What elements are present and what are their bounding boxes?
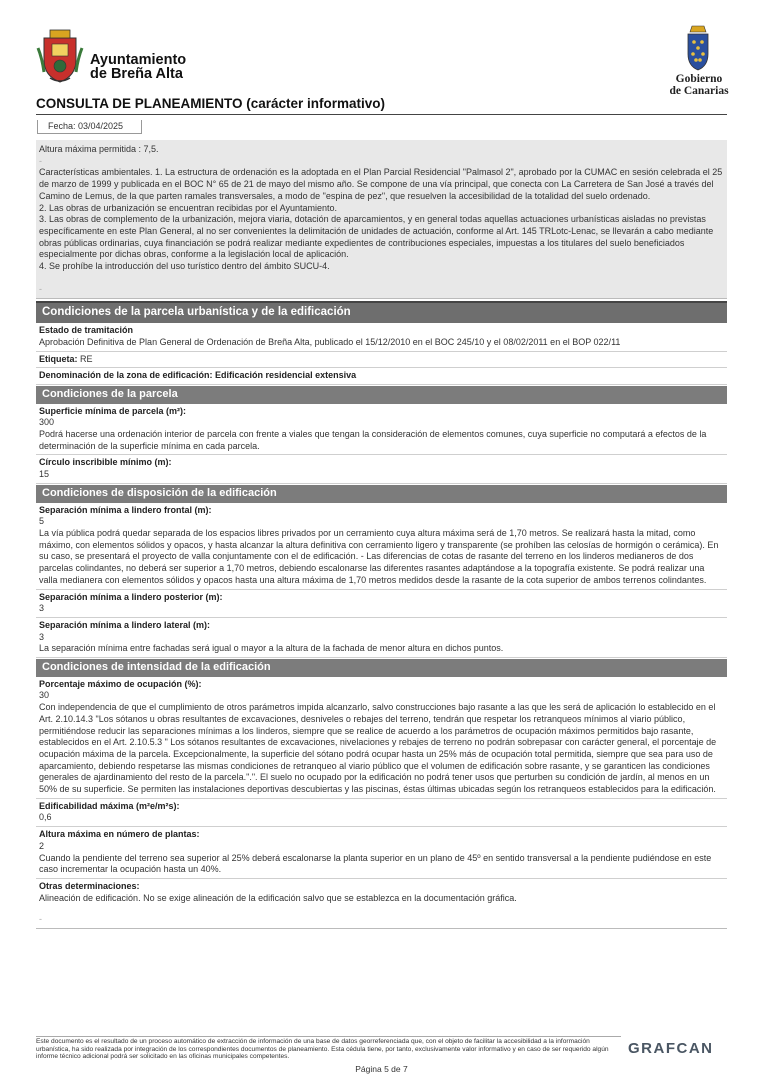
frontal-value: 5 <box>39 516 45 527</box>
page-number: Página 5 de 7 <box>355 1064 408 1074</box>
altura-label: Altura máxima en número de plantas: <box>39 829 200 840</box>
ocupacion-maxima <box>36 677 727 799</box>
ocupacion-label: Porcentaje máximo de ocupación (%): <box>39 678 202 689</box>
grafcan-logo: GRAFCAN <box>628 1040 714 1057</box>
altura-text: Cuando la pendiente del terreno sea superior al 25% deberá escalonarse la planta superior en un plano de 45º en sentido transversal a la pendiente pudiéndose en este caso incrementar la ocupación hasta un 40%. <box>39 852 712 875</box>
edificabilidad-maxima <box>36 799 727 827</box>
title-bar <box>36 96 727 115</box>
altura-value: 2 <box>39 840 45 851</box>
lindero-posterior <box>36 590 727 618</box>
edificabilidad-label: Edificabilidad máxima (m²e/m²s): <box>39 800 180 811</box>
frontal-text: La vía pública podrá quedar separada de los espacios libres privados por un cerramiento cuya altura máxima será de 1,70 metros. Se realizará hasta la mitad, como máximo, con elementos sólidos y opacos, y hasta alcanzar la altura definitiva con cerramiento ligero y transparente (se prohíben las celosías de hormigón o cerámica). En su caso, se presentará el proyecto de valla conjuntamente con el de edificación. - Las diferencias de cotas de rasante del terreno en los linderos medianeros de dos parcelas colindantes, no deberá ser superior a 1,70 metros, debiendo escalonarse las diferentes rasantes adaptándose a la topografía existente. Se podrá realizar una valla medianera con elementos sólidos y opacos hasta una altura máxima de 1,70 metros medidos desde la rasante de la cota superior de ambos terrenos colindantes. <box>39 527 719 585</box>
paragraph-3: 3. Las obras de complemento de la urbanización, mejora viaria, dotación de aparcamientos, y en general todas aquellas actuaciones urbanísticas aisladas no previstas específicamente en este Plan General, al no ser convenientes la delimitación de unidades de actuación, conforme al Art. 145 TRLotc-Lenac, se llevarán a cabo mediante obras públicas ordinarias, cuya financiación se podrá realizar mediante expedientes de contribuciones especiales, impuestas a los titulares del suelo beneficiados especialmente por dichas obras, conforme a la legislación local de aplicación. <box>39 214 714 260</box>
fecha-box: Fecha: 03/04/2025 <box>37 120 142 134</box>
frontal-label: Separación mínima a lindero frontal (m): <box>39 504 212 515</box>
estado-tramitacion <box>36 323 727 351</box>
lindero-lateral <box>36 618 727 658</box>
circulo-label: Círculo inscribible mínimo (m): <box>39 457 172 468</box>
caracteristicas-text: Características ambientales. 1. La estructura de ordenación es la adoptada en el Plan Parcial Residencial "Palmasol 2", aprobado por la CUMAC en sesión celebrada el 25 de marzo de 1999 y publicada en el BOC N° 65 de 21 de mayo del mismo año. Se compone de una vía principal, que conecta con La Carretera de San José a través del Camino de Lemus, de la que parten ramales transversales, a modo de "espina de pez", que resuelven la accesibilidad de la totalidad del suelo ordenado. <box>39 167 723 201</box>
lateral-label: Separación mínima a lindero lateral (m): <box>39 619 211 630</box>
page-title: CONSULTA DE PLANEAMIENTO (carácter informativo) <box>36 96 386 111</box>
denominacion-label: Denominación de la zona de edificación: <box>39 370 213 381</box>
circulo-value: 15 <box>39 469 50 480</box>
gobierno-name <box>662 73 736 97</box>
otras-value: Alineación de edificación. No se exige alineación de la edificación salvo que se establezca en la documentación gráfica. <box>39 892 517 903</box>
section-disposicion: Condiciones de disposición de la edificación <box>36 485 727 503</box>
superficie-label: Superficie mínima de parcela (m²): <box>39 405 187 416</box>
lateral-value: 3 <box>39 631 45 642</box>
altura-permitida: Altura máxima permitida : 7,5. <box>39 144 159 154</box>
paragraph-2: 2. Las obras de urbanización se encuentran recibidas por el Ayuntamiento. <box>39 202 338 213</box>
etiqueta-label: Etiqueta: <box>39 353 78 364</box>
estado-label: Estado de tramitación <box>39 325 134 336</box>
denominacion <box>36 368 727 385</box>
ocupacion-text: Con independencia de que el cumplimiento de otros parámetros impida alcanzarlo, salvo construcciones bajo rasante a las que les será de aplicación lo establecido en el Art. 2.10.14.3 "Los sótanos u obras resultantes de excavaciones, desniveles o rebajes del terreno, tendrán que respetar los retranqueos mínimos al viario público, permitiéndose reducir las separaciones mínimas a los linderos, siempre que se realice de acuerdo a los parámetros de ocupación máximos permitidos bajo rasante, establecidos en el Art. 2.10.5.3 " Los sótanos resultantes de excavaciones, nivelaciones y rebajes de terreno no podrán sobrepasar con carácter general, el porcentaje de ocupación máxima de la parcela. Excepcionalmente, la superficie del sótano podrá ocupar hasta un 25% más de ocupación total permitida, siempre que sea para uso de aparcamiento, debiendo respetarse las mismas condiciones de retranqueo al viario público que el volumen de edificación sobre rasante, y se garanticen las condiciones generales de ajardinamiento del resto de la parcela.".". El suelo no ocupado por la edificación no podrá tener usos que perturben su condición de jardín, al menos en un 50% de su superficie. Se permiten las instalaciones deportivas descubiertas y las piscinas, éstas últimas ubicadas según los retranqueos establecidos para la edificación. <box>39 702 717 795</box>
lindero-frontal <box>36 503 727 590</box>
section-parcela-urbanistica: Condiciones de la parcela urbanística y de la edificación <box>36 301 727 323</box>
section-condiciones-parcela: Condiciones de la parcela <box>36 386 727 404</box>
page-header <box>0 0 763 95</box>
etiqueta <box>36 352 727 369</box>
dash-line: - <box>39 283 42 294</box>
posterior-value: 3 <box>39 603 45 614</box>
lateral-text: La separación mínima entre fachadas será igual o mayor a la altura de la fachada de menor altura en dichos puntos. <box>39 643 504 654</box>
gobierno-line1: Gobierno <box>675 73 723 85</box>
denominacion-value: Edificación residencial extensiva <box>212 370 357 381</box>
document-content <box>36 140 727 929</box>
superficie-minima <box>36 404 727 456</box>
ayuntamiento-line2: de Breña Alta <box>90 66 183 82</box>
otras-determinaciones <box>36 879 727 929</box>
footer-disclaimer: Este documento es el resultado de un proceso automático de extracción de información de una base de datos georreferenciada que, con el objeto de facilitar la accesibilidad a la información urbanística, ha sido realizada por integración de los correspondientes documentos de planeamiento. Esta cédula tiene, por tanto, exclusivamente valor informativo y en caso de ser requerido algún informe técnico adicional podrá ser solicitado en las oficinas municipales competentes. <box>36 1036 621 1061</box>
gobierno-line2: de Canarias <box>669 85 729 97</box>
dash-line: - <box>39 914 42 925</box>
otras-label: Otras determinaciones: <box>39 880 140 891</box>
edificabilidad-value: 0,6 <box>39 812 52 823</box>
gobierno-crest-icon <box>683 24 713 72</box>
ayuntamiento-line1: Ayuntamiento <box>90 52 187 68</box>
circulo-inscribible <box>36 455 727 483</box>
ocupacion-value: 30 <box>39 690 50 701</box>
etiqueta-value: RE <box>77 353 93 364</box>
altura-plantas <box>36 827 727 879</box>
superficie-value: 300 <box>39 417 55 428</box>
paragraph-4: 4. Se prohíbe la introducción del uso turístico dentro del ámbito SUCU-4. <box>39 261 330 272</box>
ayuntamiento-name <box>90 53 186 81</box>
superficie-text: Podrá hacerse una ordenación interior de parcela con frente a viales que tengan la consideración de elementos comunes, cuya superficie no computará a efectos de la determinación de la superficie mínima en cada parcela. <box>39 429 707 451</box>
posterior-label: Separación mínima a lindero posterior (m): <box>39 591 223 602</box>
estado-value: Aprobación Definitiva de Plan General de Ordenación de Breña Alta, publicado el 15/12/2010 en el BOC 245/10 y el 08/02/2011 en el BOP 022/11 <box>39 336 621 347</box>
dash-line: - <box>39 155 42 166</box>
intro-block <box>36 140 727 299</box>
section-intensidad: Condiciones de intensidad de la edificación <box>36 659 727 677</box>
ayuntamiento-crest-icon <box>36 28 84 84</box>
